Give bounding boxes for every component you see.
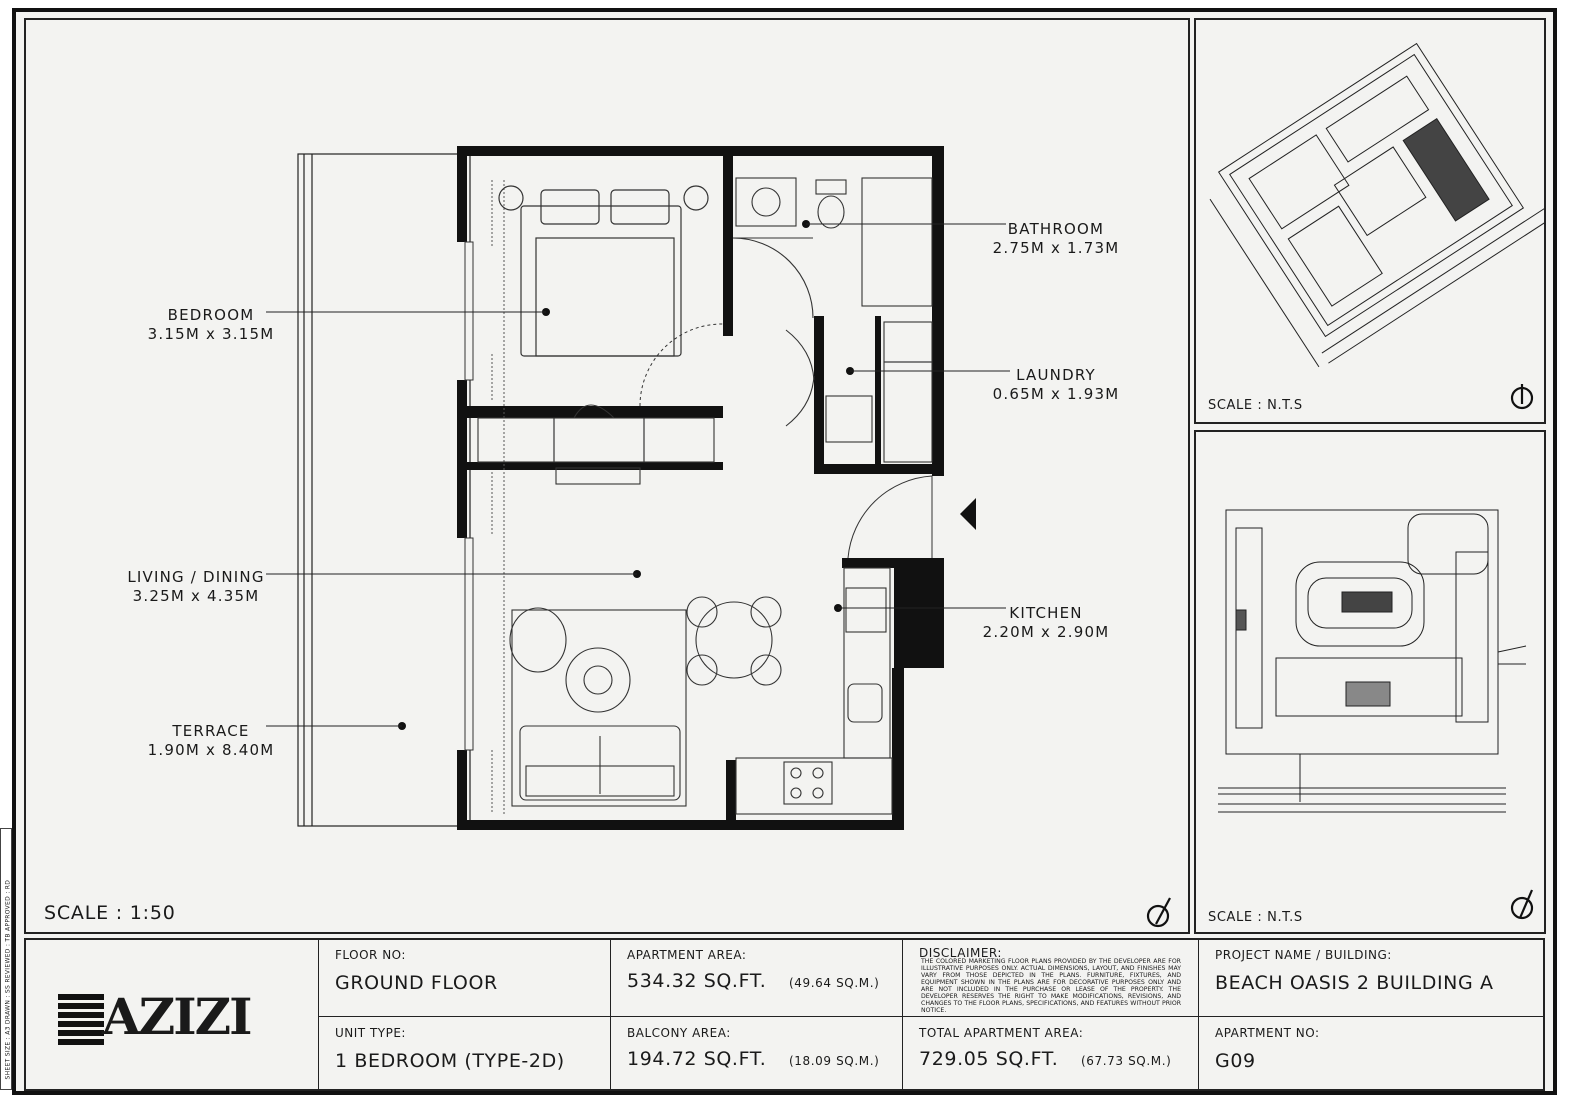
apartment-walls: [457, 146, 944, 830]
kitchen-dim: 2.20M x 2.90M: [982, 623, 1110, 641]
entry-door: [848, 476, 932, 558]
room-label-living: [106, 568, 286, 606]
disclaimer-cell: [902, 940, 1198, 1089]
room-label-kitchen: [966, 604, 1126, 642]
balcony-area-value: 194.72 SQ.FT.: [627, 1048, 767, 1070]
north-arrow-icon: [1512, 384, 1532, 408]
apartment-area-value: 534.32 SQ.FT.: [627, 970, 767, 992]
living-furniture: [510, 608, 686, 806]
area-cell: [610, 940, 902, 1089]
room-label-bathroom: [976, 220, 1136, 258]
divider: [319, 1016, 610, 1017]
floor-no-label: FLOOR NO:: [335, 948, 406, 962]
divider: [1199, 1016, 1543, 1017]
terrace-name: TERRACE: [172, 722, 250, 740]
approval-strip: [0, 828, 12, 1090]
azizi-logo: [58, 986, 298, 1046]
room-label-laundry: [976, 366, 1136, 404]
bed: [499, 186, 708, 356]
laundry-name: LAUNDRY: [1016, 366, 1096, 384]
approval-strip-text: SHEET SIZE : A3 DRAWN : SS REVIEWED : TB APPROVED : RD: [4, 879, 12, 1080]
divider: [611, 1016, 902, 1017]
laundry-dim: 0.65M x 1.93M: [992, 385, 1120, 403]
kitchen-name: KITCHEN: [1009, 604, 1083, 622]
total-area-value: 729.05 SQ.FT.: [919, 1048, 1059, 1070]
site-scale-label: SCALE : N.T.S: [1208, 398, 1303, 413]
bathroom-dim: 2.75M x 1.73M: [992, 239, 1120, 257]
title-block: [24, 938, 1545, 1091]
balcony-area-sqm: (18.09 SQ.M.): [789, 1054, 880, 1068]
key-plan-map: [1196, 432, 1544, 932]
bathroom-fixtures: [733, 178, 932, 318]
apartment-no-value: G09: [1215, 1050, 1256, 1072]
bathroom-name: BATHROOM: [1007, 220, 1105, 238]
balcony-area-label: BALCONY AREA:: [627, 1026, 731, 1040]
project-value: BEACH OASIS 2 BUILDING A: [1215, 972, 1494, 994]
living-dim: 3.25M x 4.35M: [132, 587, 260, 605]
unit-type-label: UNIT TYPE:: [335, 1026, 406, 1040]
laundry-fixtures: [786, 322, 932, 462]
dining-set: [687, 597, 781, 685]
apartment-no-label: APARTMENT NO:: [1215, 1026, 1320, 1040]
floor-unit-cell: [318, 940, 610, 1089]
room-label-terrace: [136, 722, 286, 760]
project-cell: [1198, 940, 1543, 1089]
living-name: LIVING / DINING: [127, 568, 265, 586]
keyplan-scale-label: SCALE : N.T.S: [1208, 910, 1303, 925]
total-area-sqm: (67.73 SQ.M.): [1081, 1054, 1172, 1068]
key-plan-panel: [1194, 430, 1546, 934]
floor-no-value: GROUND FLOOR: [335, 972, 498, 994]
floor-plan-panel: [24, 18, 1190, 934]
total-area-label: TOTAL APARTMENT AREA:: [919, 1026, 1084, 1040]
apartment-area-label: APARTMENT AREA:: [627, 948, 747, 962]
terrace-dim: 1.90M x 8.40M: [147, 741, 275, 759]
terrace-outline: [298, 154, 470, 826]
site-plan-panel: [1194, 18, 1546, 424]
entry-arrow: [960, 498, 976, 530]
drawing-sheet: [12, 8, 1557, 1095]
north-arrow-icon: [1148, 898, 1170, 926]
disclaimer-label: DISCLAIMER:: [919, 946, 1002, 960]
site-plan-map: [1196, 20, 1544, 420]
room-label-bedroom: [136, 306, 286, 344]
floor-plan-drawing: [26, 20, 1188, 932]
bedroom-name: BEDROOM: [167, 306, 255, 324]
disclaimer-text: THE COLORED MARKETING FLOOR PLANS PROVIDED BY THE DEVELOPER ARE FOR ILLUSTRATIVE PURPOSES ONLY. ACTUAL DIMENSIONS, LAYOUT, AND FINISHES MAY VARY FROM THOSE DEPICTED IN THE PLANS. FURNITURE, FIXTURES, AND EQUIPMENT SHOWN IN THE PLANS ARE FOR DECORATIVE PURPOSES ONLY AND ARE NOT INCLUDED IN THE PURCHASE OR LEASE OF THE PROPERTY. THE DEVELOPER RESERVES THE RIGHT TO MAKE MODIFICATIONS, REVISIONS, AND CHANGES TO THE FLOOR PLANS, SPECIFICATIONS, AND FEATURES WITHOUT PRIOR NOTICE.: [921, 958, 1181, 1014]
bedroom-dim: 3.15M x 3.15M: [147, 325, 275, 343]
divider: [903, 1016, 1198, 1017]
apartment-area-sqm: (49.64 SQ.M.): [789, 976, 880, 990]
north-arrow-icon: [1512, 890, 1532, 918]
main-scale-label: SCALE : 1:50: [44, 902, 176, 924]
project-label: PROJECT NAME / BUILDING:: [1215, 948, 1392, 962]
unit-type-value: 1 BEDROOM (TYPE-2D): [335, 1050, 565, 1072]
logo-text: AZIZI: [102, 987, 251, 1046]
curtain-lines: [492, 180, 504, 814]
kitchen-counter: [736, 568, 892, 814]
